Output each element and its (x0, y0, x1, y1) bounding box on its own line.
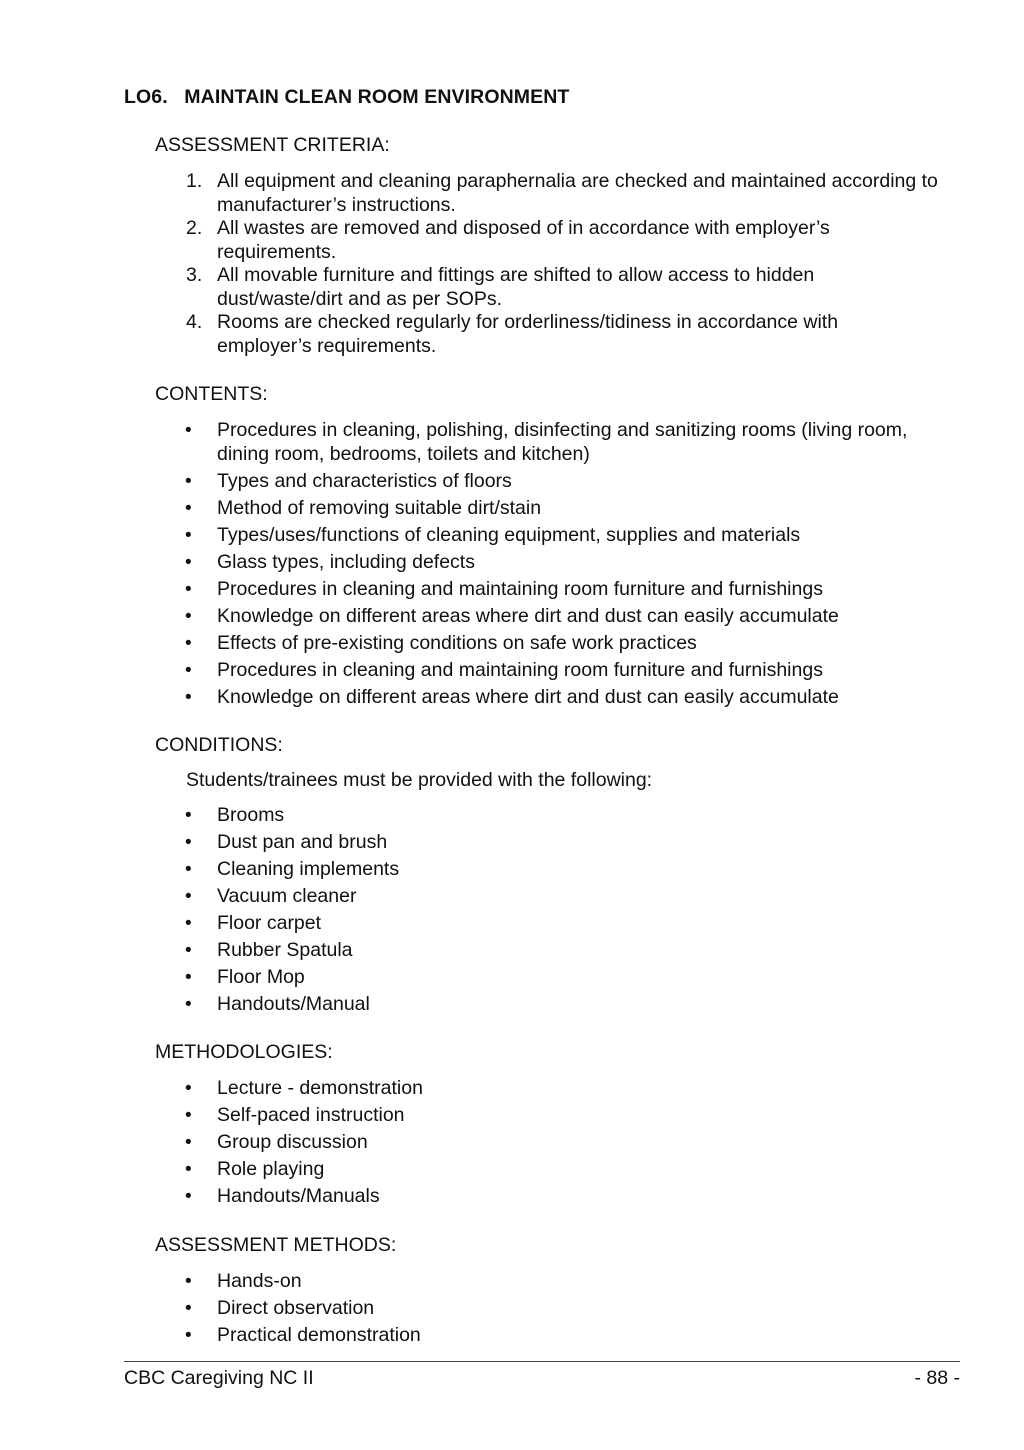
bullet-marker: • (185, 886, 192, 907)
methodologies-item (155, 1185, 970, 1209)
conditions-item-text: Cleaning implements (217, 858, 400, 880)
bullet-marker: • (185, 940, 192, 961)
contents-item-text: Knowledge on different areas where dirt and dust can easily accumulate (217, 604, 839, 627)
conditions-item-text: Brooms (217, 804, 285, 826)
bullet-marker: • (185, 686, 192, 708)
criteria-text: All wastes are removed and disposed of in accordance with employer’s requirements. (217, 217, 830, 263)
conditions-item (155, 993, 970, 1017)
conditions-item-text: Rubber Spatula (217, 939, 353, 961)
contents-item (155, 497, 970, 521)
methodologies-item (155, 1104, 970, 1128)
footer-divider (124, 1361, 960, 1362)
contents-item (155, 470, 970, 494)
contents-item-text: Procedures in cleaning and maintaining room furniture and furnishings (217, 577, 823, 600)
bullet-marker: • (185, 524, 192, 546)
contents-item (155, 419, 970, 466)
contents-heading: CONTENTS: (155, 383, 268, 405)
methodologies-item (155, 1077, 970, 1101)
contents-item (155, 686, 970, 710)
contents-item-text: Types and characteristics of floors (217, 469, 512, 492)
contents-item (155, 632, 970, 656)
bullet-marker: • (185, 1078, 192, 1099)
methodologies-item-text: Role playing (217, 1158, 325, 1180)
assessment-methods-item-text: Practical demonstration (217, 1324, 421, 1346)
contents-item-text: Procedures in cleaning and maintaining room furniture and furnishings (217, 658, 823, 681)
conditions-item (155, 858, 970, 882)
methodologies-item (155, 1131, 970, 1155)
criteria-text: All movable furniture and fittings are shifted to allow access to hidden dust/waste/dirt and as per SOPs. (217, 264, 815, 310)
contents-item (155, 524, 970, 548)
bullet-marker: • (185, 497, 192, 519)
bullet-marker: • (185, 605, 192, 627)
criteria-number: 3. (186, 264, 203, 286)
conditions-heading: CONDITIONS: (155, 734, 283, 756)
bullet-marker: • (185, 913, 192, 934)
conditions-item-text: Floor Mop (217, 966, 305, 988)
bullet-marker: • (185, 659, 192, 681)
bullet-marker: • (185, 1132, 192, 1153)
bullet-marker: • (185, 1159, 192, 1180)
contents-item-text: Method of removing suitable dirt/stain (217, 496, 542, 519)
bullet-marker: • (185, 832, 192, 853)
contents-item (155, 605, 970, 629)
conditions-item-text: Floor carpet (217, 912, 322, 934)
bullet-marker: • (185, 1298, 192, 1319)
bullet-marker: • (185, 551, 192, 573)
criteria-text: All equipment and cleaning paraphernalia are checked and maintained according to manufacturer’s instructions. (217, 170, 938, 216)
contents-list (155, 419, 970, 713)
criteria-item (155, 217, 970, 264)
footer-page-number: - 88 - (914, 1367, 960, 1389)
methodologies-item-text: Handouts/Manuals (217, 1185, 380, 1207)
contents-item-text: Effects of pre-existing conditions on safe work practices (217, 631, 697, 654)
assessment-methods-item-text: Direct observation (217, 1297, 375, 1319)
conditions-item (155, 804, 970, 828)
bullet-marker: • (185, 967, 192, 988)
methodologies-item-text: Lecture - demonstration (217, 1077, 423, 1099)
assessment-methods-item-text: Hands-on (217, 1270, 302, 1292)
contents-item-text: Types/uses/functions of cleaning equipment, supplies and materials (217, 523, 801, 546)
methodologies-list (155, 1077, 970, 1212)
conditions-item (155, 912, 970, 936)
bullet-marker: • (185, 1325, 192, 1346)
methodologies-item-text: Group discussion (217, 1131, 368, 1153)
bullet-marker: • (185, 1271, 192, 1292)
page-title: LO6. MAINTAIN CLEAN ROOM ENVIRONMENT (124, 86, 570, 108)
conditions-item-text: Handouts/Manual (217, 993, 370, 1015)
contents-item-text: Knowledge on different areas where dirt and dust can easily accumulate (217, 685, 839, 708)
contents-item-text: Procedures in cleaning, polishing, disinfecting and sanitizing rooms (living room, dining room, bedrooms, toilets and kitchen) (217, 419, 908, 465)
bullet-marker: • (185, 632, 192, 654)
bullet-marker: • (185, 994, 192, 1015)
assessment-methods-list (155, 1270, 970, 1351)
criteria-item (155, 170, 970, 217)
criteria-text: Rooms are checked regularly for orderliness/tidiness in accordance with employer’s requirements. (217, 311, 839, 357)
criteria-number: 4. (186, 311, 203, 333)
assessment-methods-heading: ASSESSMENT METHODS: (155, 1234, 397, 1256)
conditions-item (155, 939, 970, 963)
methodologies-item (155, 1158, 970, 1182)
contents-item (155, 578, 970, 602)
bullet-marker: • (185, 1105, 192, 1126)
bullet-marker: • (185, 859, 192, 880)
bullet-marker: • (185, 1186, 192, 1207)
assessment-criteria-heading: ASSESSMENT CRITERIA: (155, 134, 390, 156)
assessment-criteria-list (155, 170, 970, 358)
methodologies-item-text: Self-paced instruction (217, 1104, 405, 1126)
contents-item-text: Glass types, including defects (217, 550, 475, 573)
assessment-methods-item (155, 1324, 970, 1348)
criteria-number: 1. (186, 170, 203, 192)
conditions-list (155, 804, 970, 1020)
methodologies-heading: METHODOLOGIES: (155, 1041, 333, 1063)
conditions-item-text: Dust pan and brush (217, 831, 388, 853)
bullet-marker: • (185, 578, 192, 600)
bullet-marker: • (185, 470, 192, 492)
footer-document-name: CBC Caregiving NC II (124, 1367, 314, 1389)
criteria-item (155, 311, 970, 358)
bullet-marker: • (185, 805, 192, 826)
conditions-item (155, 885, 970, 909)
conditions-item-text: Vacuum cleaner (217, 885, 357, 907)
bullet-marker: • (185, 420, 192, 441)
criteria-item (155, 264, 970, 311)
criteria-number: 2. (186, 217, 203, 239)
assessment-methods-item (155, 1270, 970, 1294)
conditions-intro: Students/trainees must be provided with the following: (186, 769, 653, 791)
contents-item (155, 551, 970, 575)
contents-item (155, 659, 970, 683)
conditions-item (155, 831, 970, 855)
assessment-methods-item (155, 1297, 970, 1321)
conditions-item (155, 966, 970, 990)
